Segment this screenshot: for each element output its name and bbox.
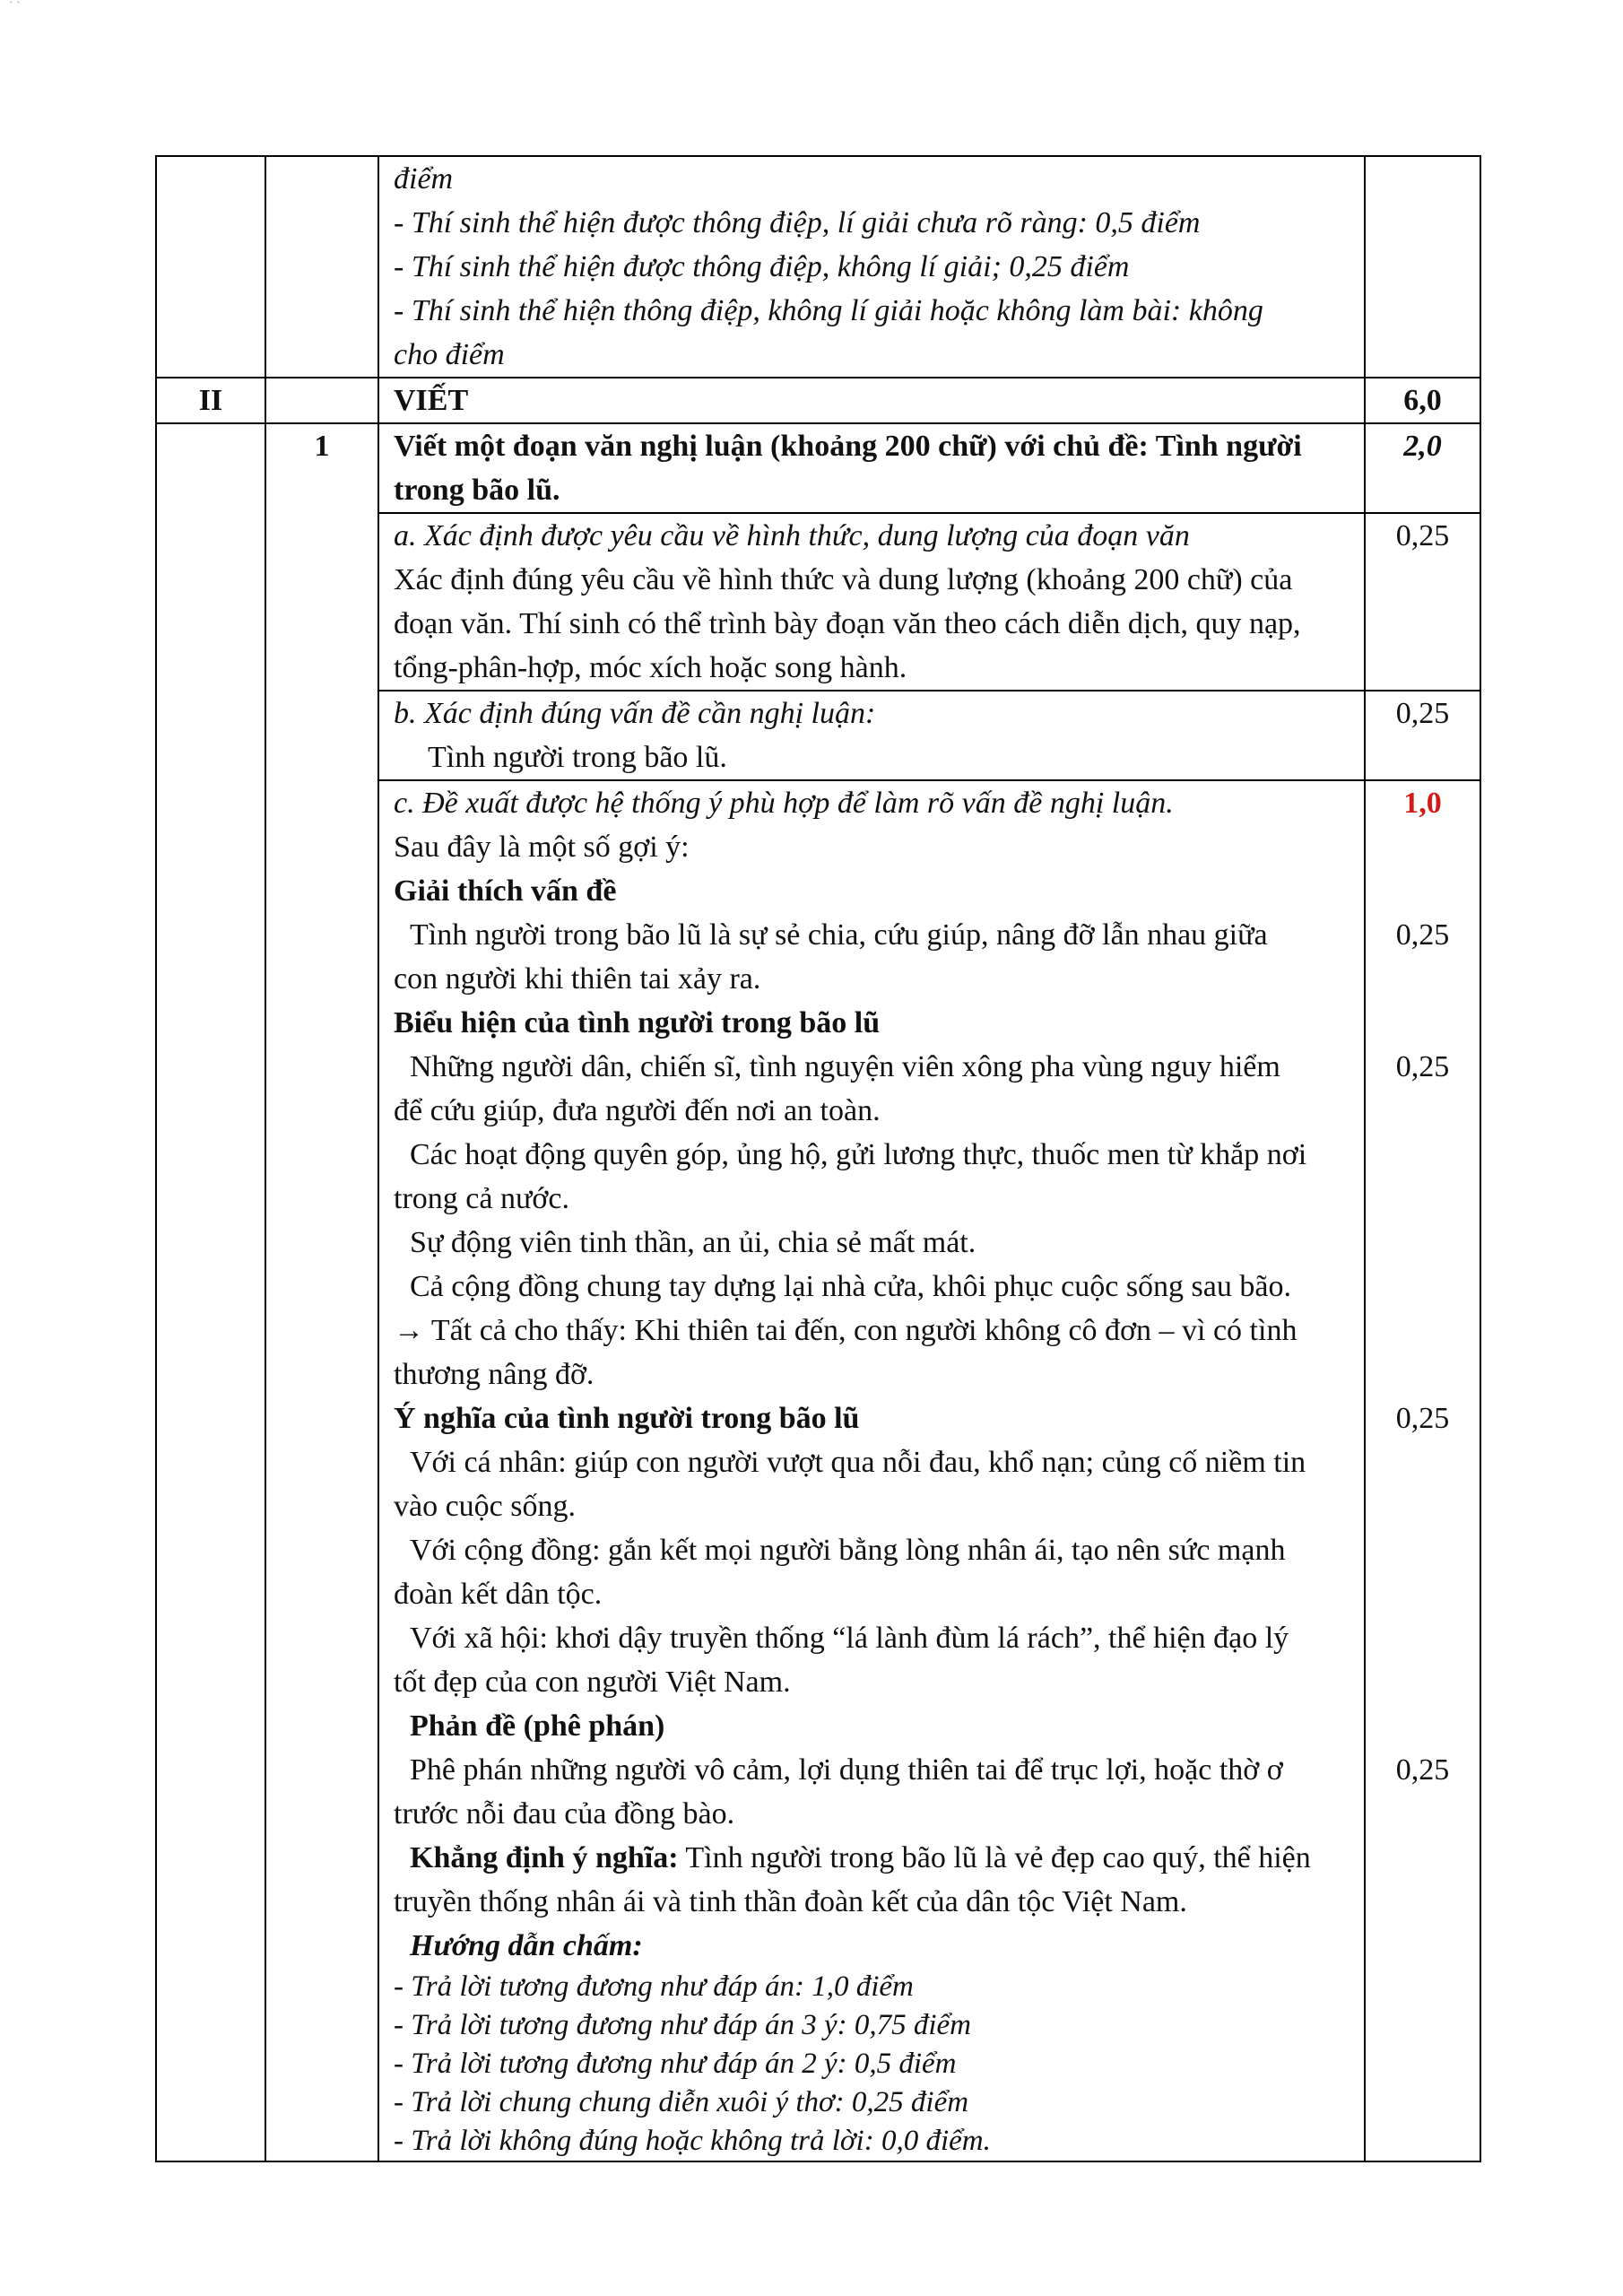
text-line: Với xã hội: khơi dậy truyền thống “lá lành đùm lá rách”, thể hiện đạo lý xyxy=(410,1622,1289,1655)
text-line: Sau đây là một số gợi ý: xyxy=(394,831,690,864)
part-a-score: 0,25 xyxy=(1365,513,1480,691)
cell-empty xyxy=(156,423,265,2161)
part-a-heading: a. Xác định được yêu cầu về hình thức, dung lượng của đoạn văn xyxy=(394,519,1190,552)
spacer xyxy=(1380,825,1465,913)
spacer xyxy=(1380,1089,1465,1396)
spacer xyxy=(1380,1440,1465,1748)
question-title-line: trong bão lũ. xyxy=(394,474,560,507)
text-line: Phê phán những người vô cảm, lợi dụng thiên tai để trục lợi, hoặc thờ ơ xyxy=(410,1753,1283,1787)
text-line: con người khi thiên tai xảy ra. xyxy=(394,962,761,996)
cell-empty xyxy=(1365,156,1480,378)
question-number: 1 xyxy=(265,423,378,2161)
meaning-heading: Ý nghĩa của tình người trong bão lũ xyxy=(394,1402,860,1435)
question-title xyxy=(378,423,1365,513)
text-line: truyền thống nhân ái và tinh thần đoàn kết của dân tộc Việt Nam. xyxy=(394,1885,1187,1918)
text-line: Xác định đúng yêu cầu về hình thức và dung lượng (khoảng 200 chữ) của xyxy=(394,563,1293,596)
page-corner-mark: ´ ` xyxy=(9,0,21,13)
text-line: - Thí sinh thể hiện thông điệp, không lí giải hoặc không làm bài: không xyxy=(394,294,1263,327)
question-score: 2,0 xyxy=(1365,423,1480,513)
explain-heading: Giải thích vấn đề xyxy=(394,874,617,908)
part-b-heading: b. Xác định đúng vấn đề cần nghị luận: xyxy=(394,697,876,730)
cell-empty xyxy=(156,156,265,378)
text-line: để cứu giúp, đưa người đến nơi an toàn. xyxy=(394,1094,881,1127)
express-heading: Biểu hiện của tình người trong bão lũ xyxy=(394,1006,881,1039)
cell-empty xyxy=(265,156,378,378)
affirm-text: Tình người trong bão lũ là vẻ đẹp cao quý, thể hiện xyxy=(678,1841,1311,1874)
text-line: - Thí sinh thể hiện được thông điệp, không lí giải; 0,25 điểm xyxy=(394,250,1130,283)
section-title: VIẾT xyxy=(378,378,1365,423)
text-line: tốt đẹp của con người Việt Nam. xyxy=(394,1665,791,1699)
part-c-heading: c. Đề xuất được hệ thống ý phù hợp để làm rõ vấn đề nghị luận. xyxy=(394,787,1174,820)
continuation-row xyxy=(156,156,1480,378)
text-line: điểm xyxy=(394,162,454,196)
explain-score: 0,25 xyxy=(1395,918,1450,952)
text-line: cho điểm xyxy=(394,338,505,371)
affirm-line xyxy=(394,1836,1350,1880)
text-line: → Tất cả cho thấy: Khi thiên tai đến, con người không cô đơn – vì có tình xyxy=(394,1314,1298,1347)
continuation-text xyxy=(378,156,1365,378)
text-line: Tình người trong bão lũ là sự sẻ chia, cứu giúp, nâng đỡ lẫn nhau giữa xyxy=(410,918,1268,952)
text-line: vào cuộc sống. xyxy=(394,1490,577,1523)
text-line: đoàn kết dân tộc. xyxy=(394,1578,603,1611)
express-score: 0,25 xyxy=(1395,1050,1450,1083)
section-row xyxy=(156,378,1480,423)
meaning-score: 0,25 xyxy=(1395,1402,1450,1435)
guide-heading: Hướng dẫn chấm: xyxy=(410,1929,643,1962)
part-c-scores xyxy=(1365,780,1480,2161)
text-line: thương nâng đỡ. xyxy=(394,1358,595,1391)
text-line: trong cả nước. xyxy=(394,1182,569,1215)
guide-line: - Trả lời không đúng hoặc không trả lời: 0,0 điểm. xyxy=(394,2125,991,2157)
part-b-score: 0,25 xyxy=(1365,691,1480,780)
counter-score: 0,25 xyxy=(1395,1753,1450,1787)
text-line: Với cộng đồng: gắn kết mọi người bằng lòng nhân ái, tạo nên sức mạnh xyxy=(410,1534,1286,1567)
question-title-line: Viết một đoạn văn nghị luận (khoảng 200 chữ) với chủ đề: Tình người xyxy=(394,430,1302,463)
text-line: - Thí sinh thể hiện được thông điệp, lí giải chưa rõ ràng: 0,5 điểm xyxy=(394,206,1201,239)
counter-heading: Phản đề (phê phán) xyxy=(410,1709,665,1743)
text-line: Những người dân, chiến sĩ, tình nguyện viên xông pha vùng nguy hiểm xyxy=(410,1050,1280,1083)
section-score: 6,0 xyxy=(1365,378,1480,423)
text-line: trước nỗi đau của đồng bào. xyxy=(394,1797,735,1831)
part-b-content xyxy=(378,691,1365,780)
text-line: Tình người trong bão lũ. xyxy=(428,741,727,774)
guide-line: - Trả lời tương đương như đáp án: 1,0 điểm xyxy=(394,1970,914,2003)
text-line: Với cá nhân: giúp con người vượt qua nỗi đau, khổ nạn; củng cố niềm tin xyxy=(410,1446,1306,1479)
guide-line: - Trả lời tương đương như đáp án 2 ý: 0,5 điểm xyxy=(394,2048,957,2080)
text-line: tổng-phân-hợp, móc xích hoặc song hành. xyxy=(394,651,907,684)
text-line: đoạn văn. Thí sinh có thể trình bày đoạn văn theo cách diễn dịch, quy nạp, xyxy=(394,607,1301,640)
text-line: Các hoạt động quyên góp, ủng hộ, gửi lương thực, thuốc men từ khắp nơi xyxy=(410,1138,1307,1171)
text-line: Cả cộng đồng chung tay dựng lại nhà cửa, khôi phục cuộc sống sau bão. xyxy=(410,1270,1291,1303)
guide-line: - Trả lời tương đương như đáp án 3 ý: 0,75 điểm xyxy=(394,2009,971,2041)
text-line: Sự động viên tinh thần, an ủi, chia sẻ mất mát. xyxy=(410,1226,976,1259)
affirm-label: Khẳng định ý nghĩa: xyxy=(410,1841,679,1874)
part-a-content xyxy=(378,513,1365,691)
section-roman: II xyxy=(156,378,265,423)
cell-empty xyxy=(265,378,378,423)
question-row xyxy=(156,423,1480,513)
scoring-table xyxy=(155,155,1481,2162)
part-c-content xyxy=(378,780,1365,2161)
guide-line: - Trả lời chung chung diễn xuôi ý thơ: 0,25 điểm xyxy=(394,2086,969,2118)
spacer xyxy=(1380,957,1465,1045)
part-c-score: 1,0 xyxy=(1403,787,1442,820)
